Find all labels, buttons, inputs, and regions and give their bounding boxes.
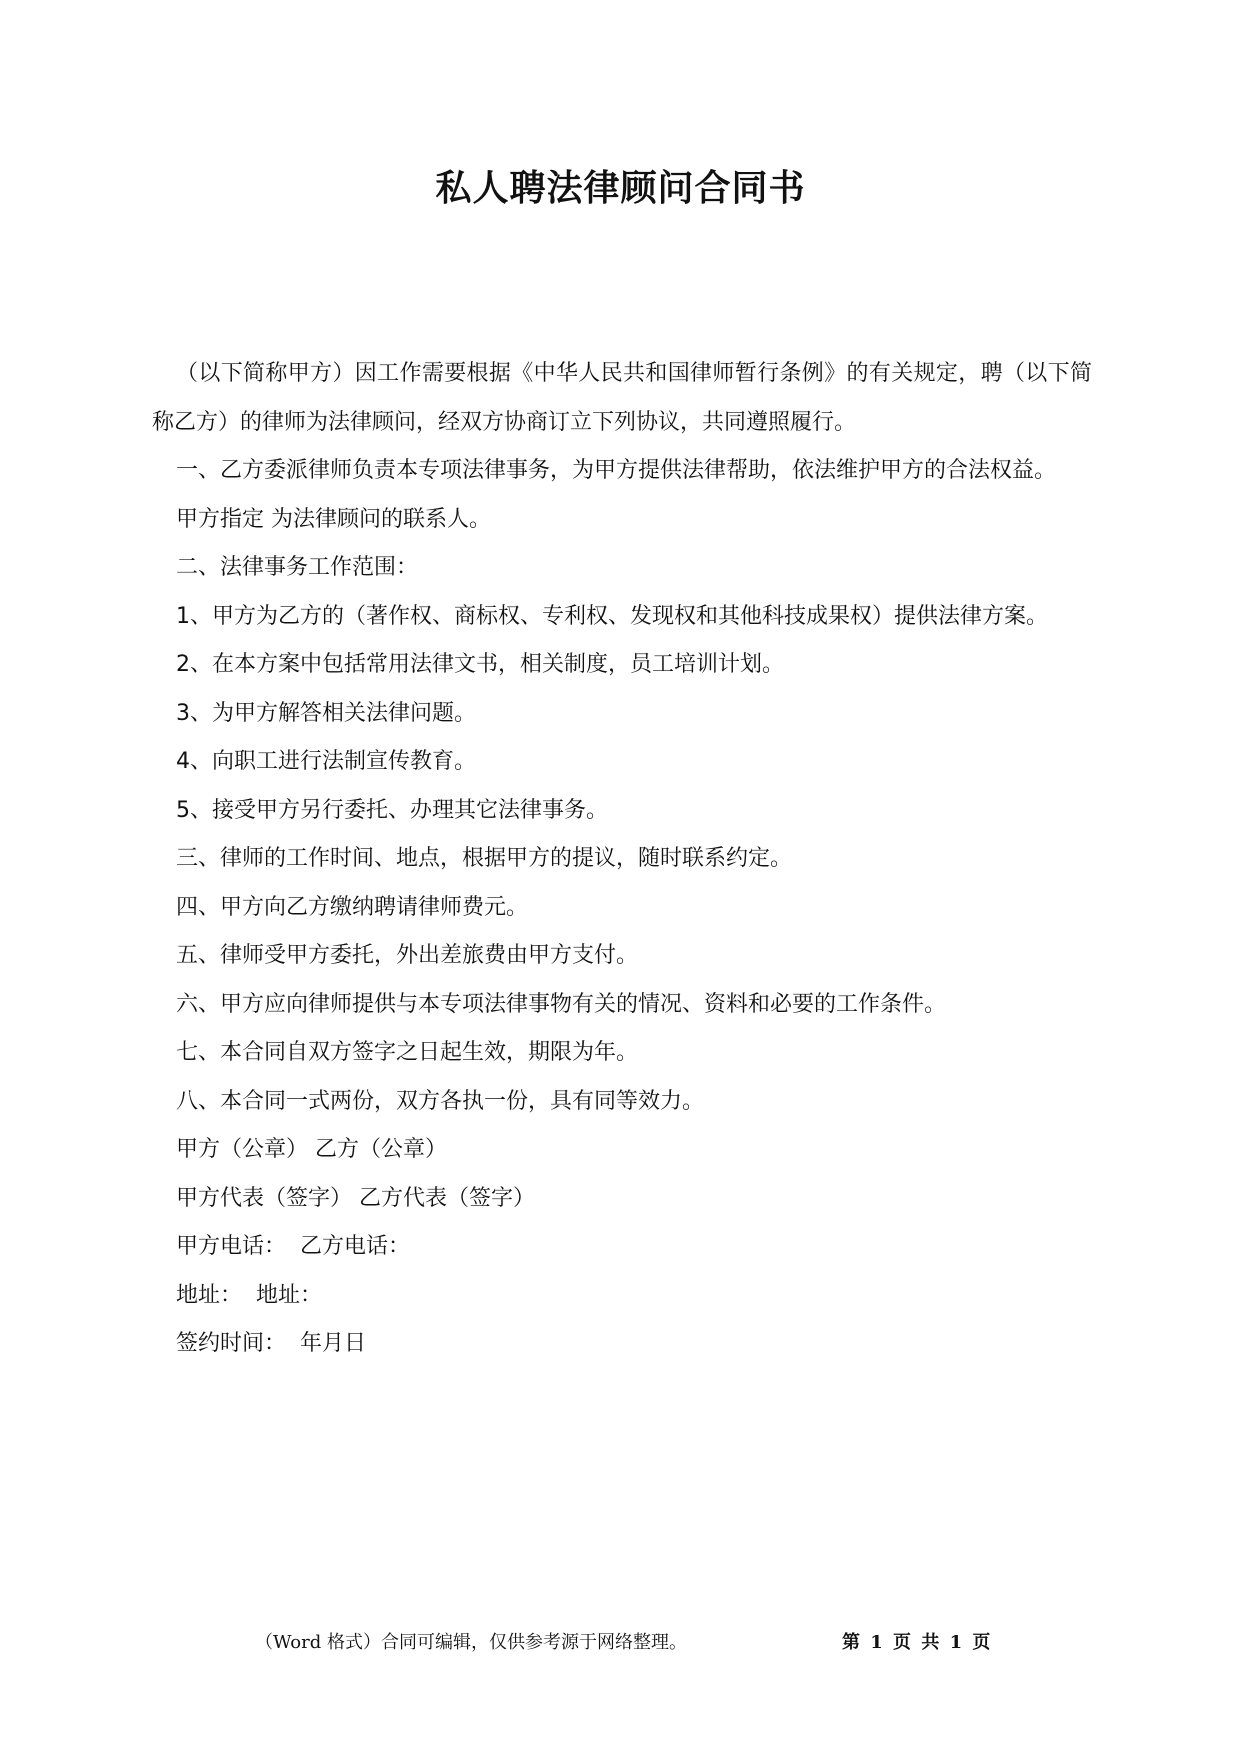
paragraph-scope-2: 2、在本方案中包括常用法律文书，相关制度，员工培训计划。 [176, 652, 784, 677]
paragraph-clause-1: 一、乙方委派律师负责本专项法律事务，为甲方提供法律帮助，依法维护甲方的合法权益。 [176, 458, 1057, 483]
paragraph-clause-2: 二、法律事务工作范围： [176, 555, 419, 580]
paragraph-scope-5: 5、接受甲方另行委托、办理其它法律事务。 [176, 797, 608, 823]
paragraph-signatures: 甲方代表（签字） 乙方代表（签字） [176, 1185, 535, 1211]
paragraph-clause-3: 三、律师的工作时间、地点，根据甲方的提议，随时联系约定。 [176, 846, 793, 871]
paragraph-seals: 甲方（公章） 乙方（公章） [176, 1137, 447, 1162]
paragraph-clause-5: 五、律师受甲方委托，外出差旅费由甲方支付。 [176, 943, 639, 968]
footer-page-number: 第 1 页 共 1 页 [842, 1632, 993, 1653]
document-title: 私人聘法律顾问合同书 [435, 168, 806, 209]
paragraph-scope-1: 1、甲方为乙方的（著作权、商标权、专利权、发现权和其他科技成果权）提供法律方案。 [176, 603, 1049, 629]
paragraph-scope-4: 4、向职工进行法制宣传教育。 [176, 749, 476, 774]
paragraph-contact-person: 甲方指定 为法律顾问的联系人。 [176, 506, 491, 532]
paragraph-phones: 甲方电话： 乙方电话： [176, 1234, 410, 1259]
document-body [152, 350, 1092, 1369]
paragraph-intro: （以下简称甲方）因工作需要根据《中华人民共和国律师暂行条例》的有关规定，聘（以下简称乙方）的律师为法律顾问，经双方协商订立下列协议，共同遵照履行。 [152, 361, 1092, 435]
paragraph-clause-7: 七、本合同自双方签字之日起生效，期限为年。 [176, 1040, 639, 1065]
paragraph-scope-3: 3、为甲方解答相关法律问题。 [176, 700, 476, 726]
paragraph-signing-date: 签约时间： 年月日 [176, 1331, 366, 1356]
paragraph-addresses: 地址： 地址： [176, 1282, 322, 1308]
footer-note: （Word 格式）合同可编辑，仅供参考源于网络整理。 [255, 1632, 687, 1653]
paragraph-clause-6: 六、甲方应向律师提供与本专项法律事物有关的情况、资料和必要的工作条件。 [176, 991, 947, 1017]
paragraph-clause-4: 四、甲方向乙方缴纳聘请律师费元。 [176, 894, 529, 920]
paragraph-clause-8: 八、本合同一式两份，双方各执一份，具有同等效力。 [176, 1088, 705, 1114]
